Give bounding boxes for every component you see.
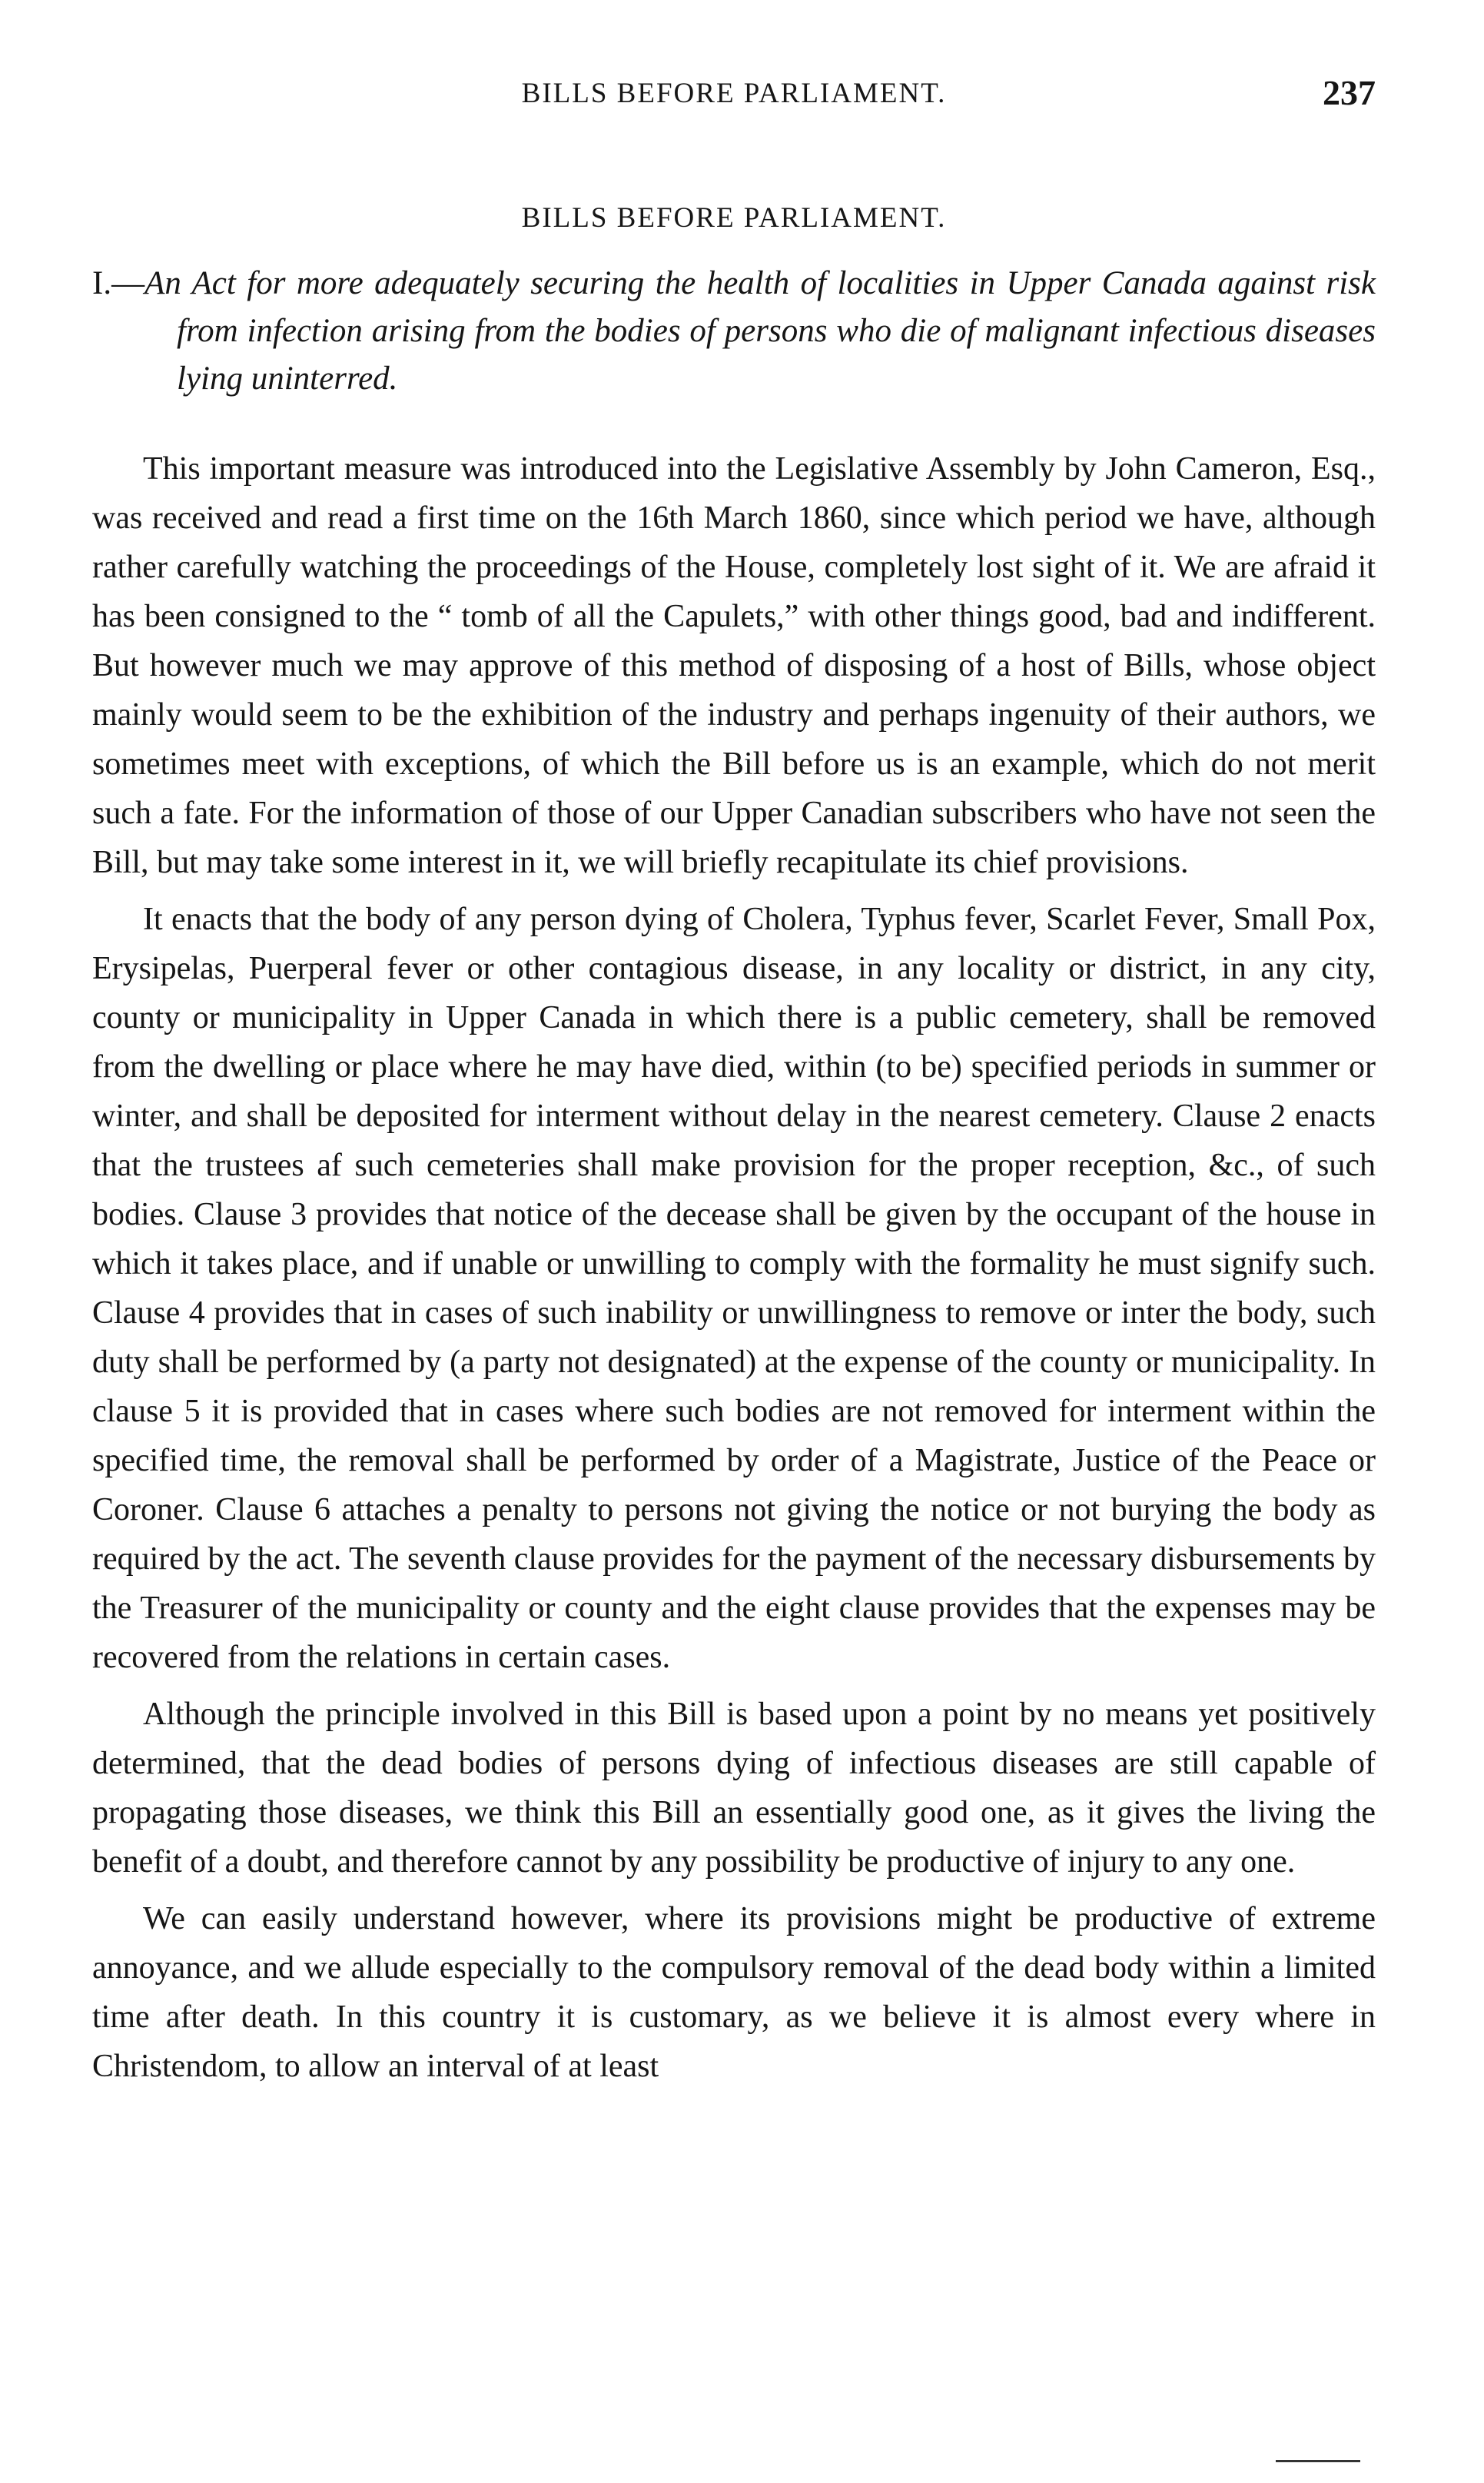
- paragraph-annoyance: We can easily understand however, where its provisions might be productive of extreme annoyance, and we allude especially to the compulsory removal of the dead body within a limited time after death. In this country it is customary, as we believe it is almost every where in Christendom, to allow an interval of at least: [92, 1901, 1376, 2084]
- bill-title: [92, 260, 1376, 403]
- running-title: BILLS BEFORE PARLIAMENT.: [521, 78, 947, 109]
- paragraph-introduction: This important measure was introduced into the Legislative Assembly by John Cameron, Esq., was received and read a first time on the 16th March 1860, since which period we have, although rather carefully watching the proceedings of the House, completely lost sight of it. We are afraid it has been consigned to the “ tomb of all the Capulets,” with other things good, bad and indifferent. But however much we may approve of this method of disposing of a host of Bills, whose object mainly would seem to be the exhibition of the industry and perhaps ingenuity of their authors, we sometimes meet with exceptions, of which the Bill before us is an example, which do not merit such a fate. For the information of those of our Upper Canadian subscribers who have not seen the Bill, but may take some interest in it, we will briefly recapitulate its chief provisions.: [92, 451, 1376, 880]
- bill-title-block: [92, 260, 1376, 403]
- running-header: [92, 72, 1376, 118]
- bill-number: I.—: [92, 265, 145, 301]
- article-body: [92, 444, 1376, 2099]
- bill-title-text: An Act for more adequately securing the health of localities in Upper Canada against risk from infection arising from the bodies of persons who die of malignant infectious diseases lying uninterred.: [144, 265, 1376, 397]
- paragraph-principle: Although the principle involved in this Bill is based upon a point by no means yet positively determined, that the dead bodies of persons dying of infectious diseases are still capable of propagating those diseases, we think this Bill an essentially good one, as it gives the living the benefit of a doubt, and therefore cannot by any possibility be productive of injury to any one.: [92, 1697, 1376, 1880]
- section-heading: BILLS BEFORE PARLIAMENT.: [521, 202, 947, 234]
- page-number: 237: [1323, 73, 1376, 112]
- continuation-rule: [1276, 2460, 1360, 2462]
- paragraph-provisions: It enacts that the body of any person dying of Cholera, Typhus fever, Scarlet Fever, Small Pox, Erysipelas, Puerperal fever or other contagious disease, in any locality or district, in any city, county or municipality in Upper Canada in which there is a public cemetery, shall be removed from the dwelling or place where he may have died, within (to be) specified periods in summer or winter, and shall be deposited for interment without delay in the nearest cemetery. Clause 2 enacts that the trustees af such cemeteries shall make provision for the proper reception, &c., of such bodies. Clause 3 provides that notice of the decease shall be given by the occupant of the house in which it takes place, and if unable or unwilling to comply with the formality he must signify such. Clause 4 provides that in cases of such inability or unwillingness to remove or inter the body, such duty shall be performed by (a party not designated) at the expense of the county or municipality. In clause 5 it is provided that in cases where such bodies are not removed for interment within the specified time, the removal shall be performed by order of a Magistrate, Justice of the Peace or Coroner. Clause 6 attaches a penalty to persons not giving the notice or not burying the body as required by the act. The seventh clause provides for the payment of the necessary disbursements by the Treasurer of the municipality or county and the eight clause provides that the expenses may be recovered from the relations in certain cases.: [92, 902, 1376, 1675]
